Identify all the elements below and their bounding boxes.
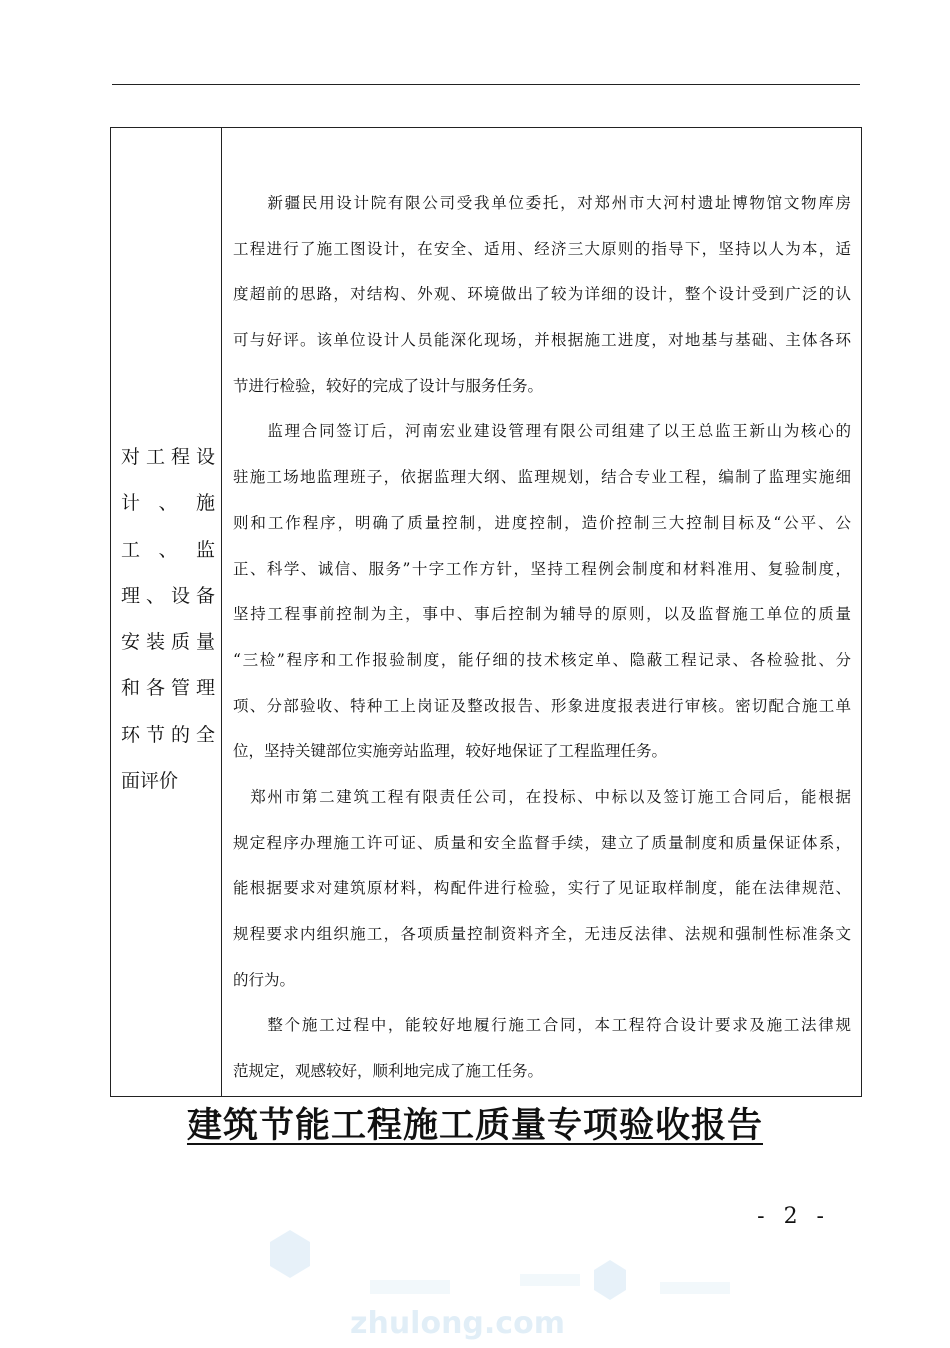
report-title bbox=[0, 1098, 950, 1148]
text-line: 规程要求内组织施工，各项质量控制资料齐全，无违反法律、法规和强制性标准条文 bbox=[233, 925, 851, 943]
row-label-line: 工 、 监 bbox=[121, 538, 215, 561]
text-line: 度超前的思路，对结构、外观、环境做出了较为详细的设计，整个设计受到广泛的认 bbox=[233, 285, 851, 304]
text-line: 正、科学、诚信、服务”十字工作方针，坚持工程例会制度和材料准用、复验制度， bbox=[233, 559, 851, 578]
text-line: 工程进行了施工图设计，在安全、适用、经济三大原则的指导下，坚持以人为本，适 bbox=[233, 239, 851, 258]
watermark bbox=[230, 1210, 750, 1344]
paragraph-design bbox=[233, 181, 851, 409]
text-line: 项、分部验收、特种工上岗证及整改报告、形象进度报表进行审核。密切配合施工单 bbox=[233, 696, 851, 715]
text-line: 位，坚持关键部位实施旁站监理，较好地保证了工程监理任务。 bbox=[233, 742, 668, 761]
text-line: 郑州市第二建筑工程有限责任公司，在投标、中标以及签订施工合同后，能根据 bbox=[233, 787, 851, 806]
paragraph-summary bbox=[233, 1003, 851, 1094]
row-label-line: 对工程设 bbox=[121, 446, 215, 468]
evaluation-paragraphs bbox=[233, 181, 851, 1095]
text-line: “三检”程序和工作报验制度，能仔细的技术核定单、隐蔽工程记录、各检验批、分 bbox=[233, 650, 851, 669]
report-title-text: 建筑节能工程施工质量专项验收报告 bbox=[186, 1105, 763, 1146]
page-number: - 2 - bbox=[757, 1204, 830, 1229]
text-line: 则和工作程序，明确了质量控制，进度控制，造价控制三大控制目标及“公平、公 bbox=[233, 513, 851, 532]
text-line: 的行为。 bbox=[233, 970, 296, 989]
text-line: 整个施工过程中，能较好地履行施工合同，本工程符合设计要求及施工法律规 bbox=[233, 1016, 851, 1035]
paragraph-construction bbox=[233, 775, 851, 1003]
row-label-cell bbox=[111, 128, 222, 1096]
row-label-line: 理、设备 bbox=[121, 584, 215, 607]
text-line: 节进行检验，较好的完成了设计与服务任务。 bbox=[233, 376, 544, 395]
evaluation-table bbox=[110, 127, 862, 1097]
text-line: 规定程序办理施工许可证、质量和安全监督手续，建立了质量制度和质量保证体系， bbox=[233, 833, 851, 852]
text-line: 监理合同签订后，河南宏业建设管理有限公司组建了以王总监王新山为核心的 bbox=[233, 422, 851, 441]
row-label-line: 和各管理 bbox=[121, 677, 215, 700]
text-line: 新疆民用设计院有限公司受我单位委托，对郑州市大河村遗址博物馆文物库房 bbox=[233, 194, 851, 212]
row-label-line: 计 、 施 bbox=[121, 492, 215, 515]
text-line: 能根据要求对建筑原材料，构配件进行检验，实行了见证取样制度，能在法律规范、 bbox=[233, 879, 851, 898]
paragraph-supervision bbox=[233, 409, 851, 775]
watermark-text: zhulong.com bbox=[350, 1306, 565, 1341]
text-line: 范规定，观感较好，顺利地完成了施工任务。 bbox=[233, 1062, 544, 1081]
row-label-line: 面评价 bbox=[121, 770, 179, 793]
row-label-line: 环节的全 bbox=[121, 723, 215, 746]
row-label-line: 安装质量 bbox=[121, 631, 215, 654]
evaluation-content-cell bbox=[222, 128, 861, 1096]
text-line: 可与好评。该单位设计人员能深化现场，并根据施工进度，对地基与基础、主体各环 bbox=[233, 331, 851, 350]
row-label bbox=[121, 434, 215, 804]
text-line: 坚持工程事前控制为主，事中、事后控制为辅导的原则，以及监督施工单位的质量 bbox=[233, 605, 851, 624]
header-rule bbox=[112, 84, 860, 85]
text-line: 驻施工场地监理班子，依据监理大纲、监理规划，结合专业工程，编制了监理实施细 bbox=[233, 468, 851, 487]
